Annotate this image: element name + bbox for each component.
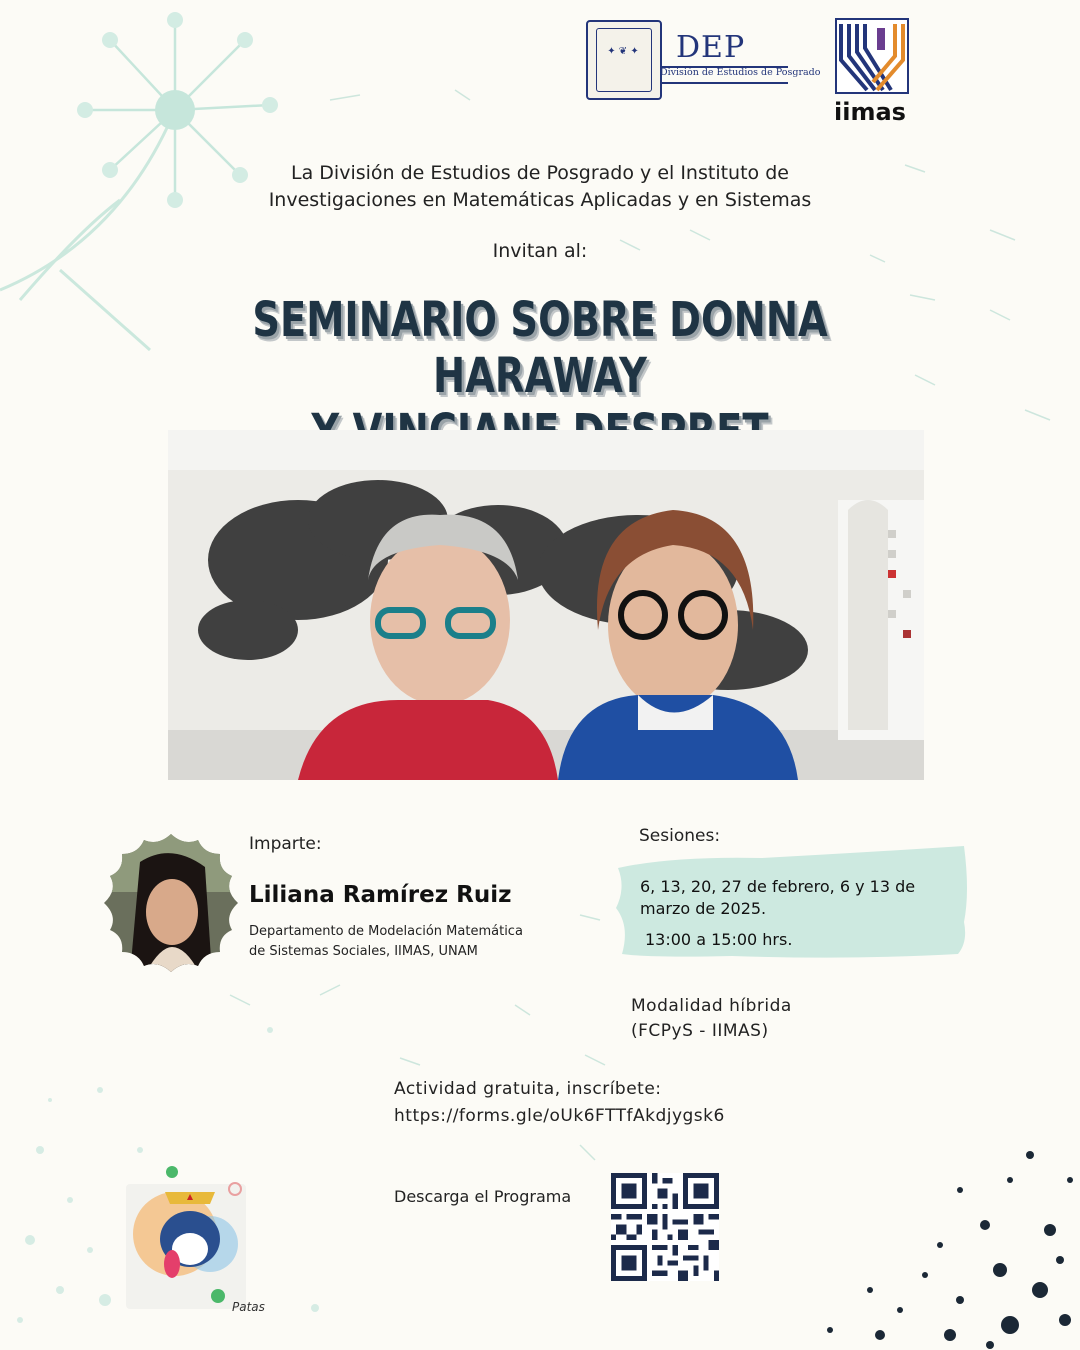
session-dates bbox=[640, 876, 950, 920]
speaker-label: Imparte: bbox=[249, 834, 322, 854]
speaker-department-line-1: Departamento de Modelación Matemática bbox=[249, 924, 523, 939]
speaker-avatar bbox=[100, 832, 242, 974]
invite-text: Invitan al: bbox=[492, 240, 588, 262]
speaker-department-line-2: de Sistemas Sociales, IIMAS, UNAM bbox=[249, 944, 478, 959]
intro-line-1: La División de Estudios de Posgrado y el Instituto de bbox=[291, 162, 789, 184]
seminar-title-line-1: SEMINARIO SOBRE DONNA HARAWAY bbox=[252, 292, 828, 404]
qr-code-icon[interactable] bbox=[611, 1173, 719, 1281]
speaker-name: Liliana Ramírez Ruiz bbox=[249, 882, 512, 908]
intro-line-2: Investigaciones en Matemáticas Aplicadas y en Sistemas bbox=[268, 189, 812, 211]
sessions-label: Sesiones: bbox=[639, 826, 721, 846]
iimas-logo-label: iimas bbox=[834, 98, 906, 126]
dep-logo-subtitle: División de Estudios de Posgrado bbox=[660, 67, 821, 78]
modality-line-1: Modalidad híbrida bbox=[631, 996, 792, 1016]
session-dates-line-2: marzo de 2025. bbox=[640, 899, 767, 918]
patas-logo bbox=[120, 1164, 254, 1314]
registration-link[interactable]: https://forms.gle/oUk6FTTfAkdjygsk6 bbox=[394, 1106, 725, 1126]
registration-line-1: Actividad gratuita, inscríbete: bbox=[394, 1079, 662, 1099]
dep-logo-title: DEP bbox=[676, 30, 746, 65]
registration-text bbox=[394, 1076, 725, 1130]
featured-photo bbox=[168, 430, 924, 780]
dep-logo bbox=[586, 20, 821, 98]
iimas-emblem-icon bbox=[835, 18, 909, 94]
download-label: Descarga el Programa bbox=[394, 1187, 572, 1206]
session-dates-line-1: 6, 13, 20, 27 de febrero, 6 y 13 de bbox=[640, 877, 916, 896]
patas-label: Patas bbox=[232, 1300, 265, 1314]
session-hours: 13:00 a 15:00 hrs. bbox=[645, 930, 793, 949]
intro-text bbox=[160, 160, 920, 214]
iimas-logo bbox=[830, 18, 910, 128]
unam-seal-icon: ✦ ❦ ✦ bbox=[586, 20, 662, 100]
modality-text bbox=[631, 994, 792, 1044]
speaker-department bbox=[249, 922, 549, 962]
modality-line-2: (FCPyS - IIMAS) bbox=[631, 1021, 769, 1041]
